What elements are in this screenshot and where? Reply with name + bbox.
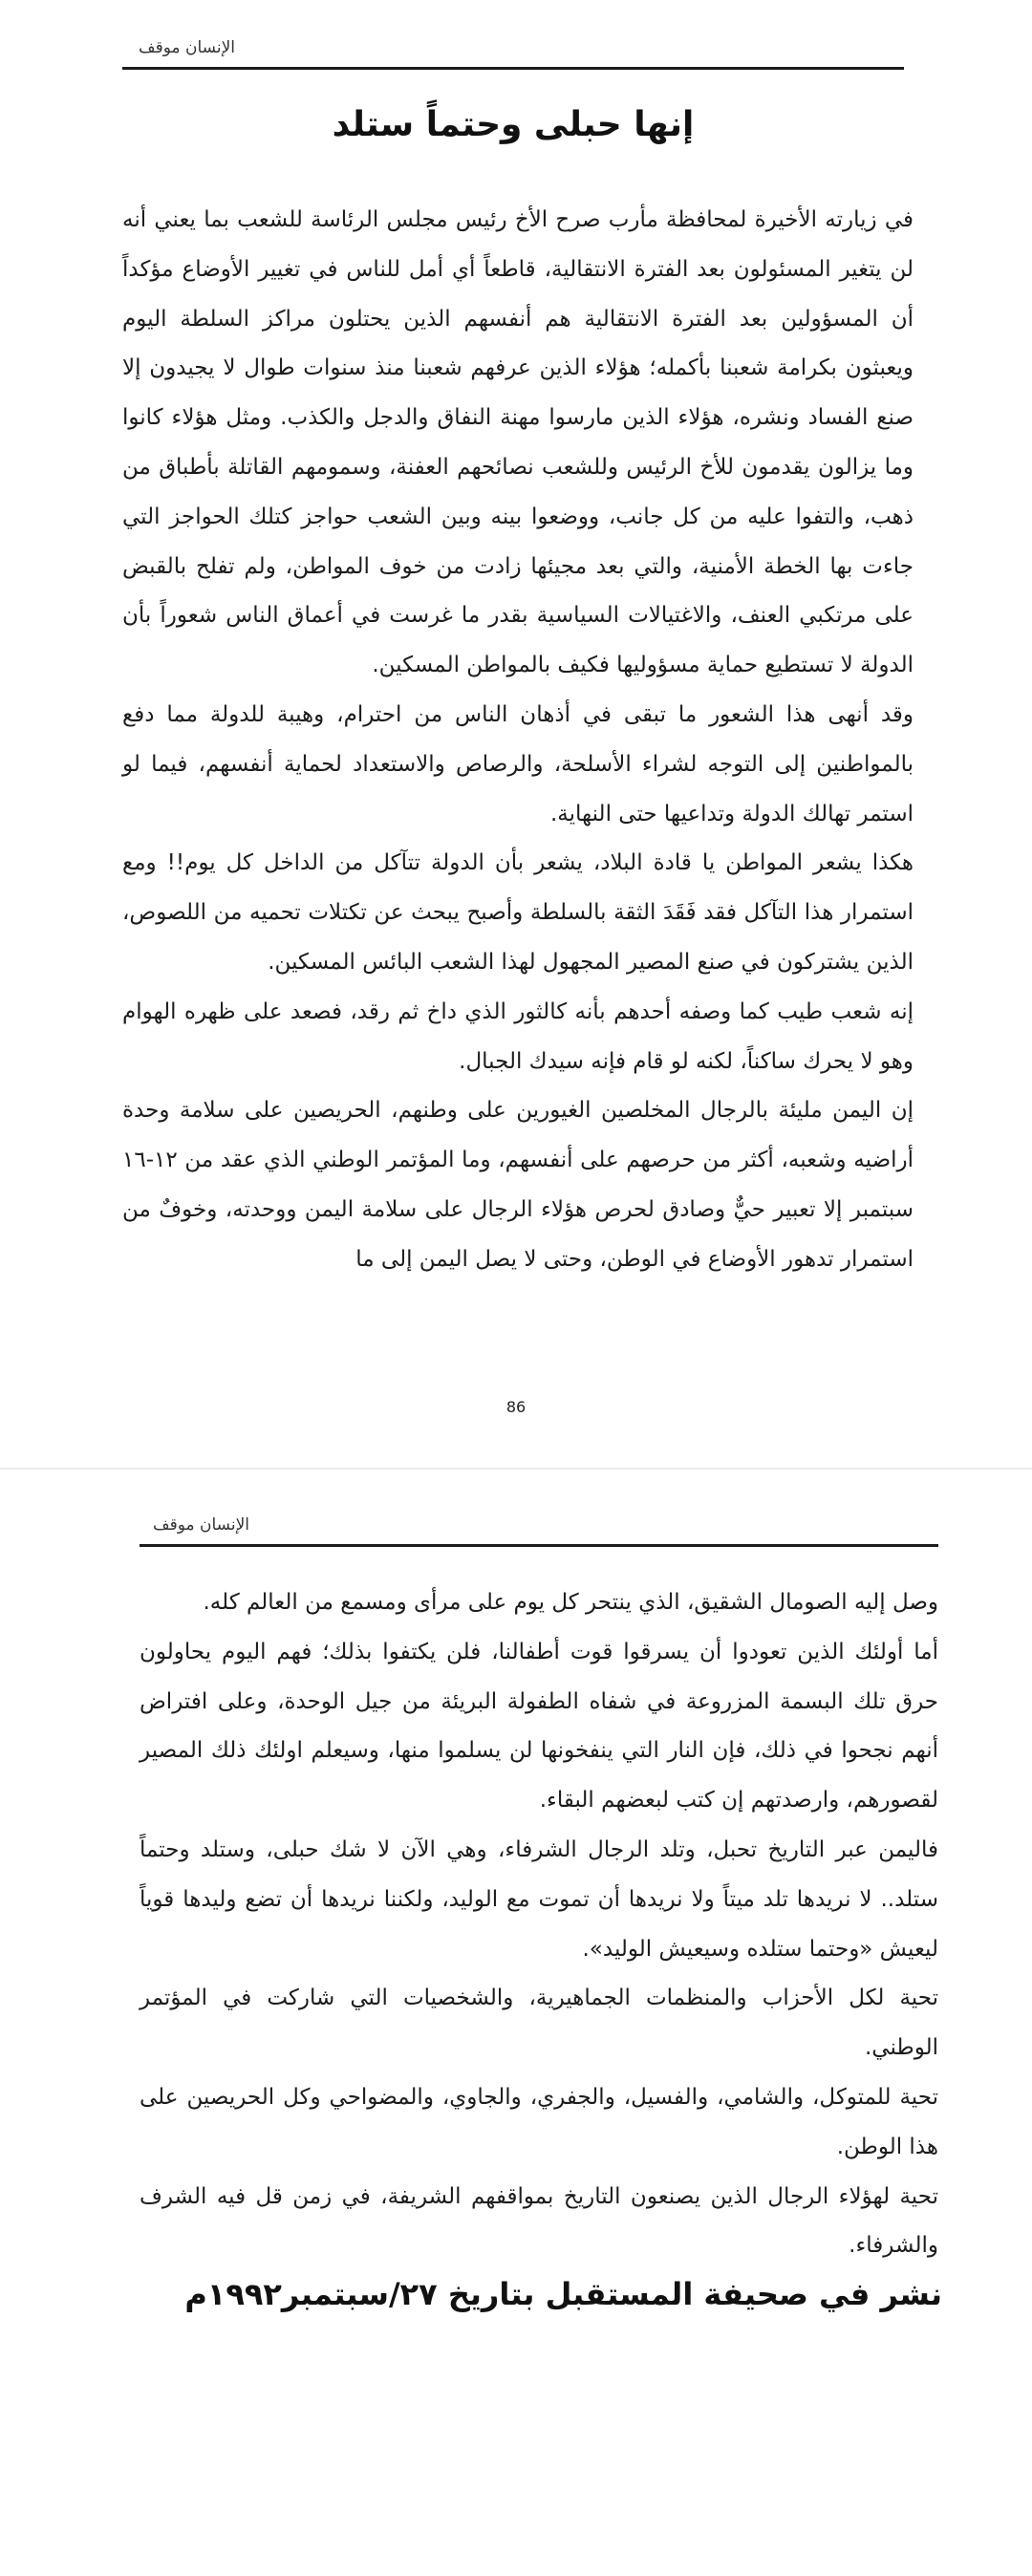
paragraph: في زيارته الأخيرة لمحافظة مأرب صرح الأخ رئيس مجلس الرئاسة للشعب بما يعني أنه لن يتغير المسئولون بعد الفترة الانتقالية، قاطعاً أي أمل للناس في تغيير الأوضاع مؤكداً أن المسؤولين بعد الفترة الانتقالية هم أنفسهم الذين يحتلون مراكز السلطة اليوم ويعبثون بكرامة شعبنا بأكمله؛ هؤلاء الذين عرفهم شعبنا منذ سنوات طوال لا يجيدون إلا صنع الفساد ونشره، هؤلاء الذين مارسوا مهنة النفاق والدجل والكذب. ومثل هؤلاء كانوا وما يزالون يقدمون للأخ الرئيس وللشعب نصائحهم العفنة، وسمومهم القاتلة بأطباق من ذهب، والتفوا عليه من كل جانب، ووضعوا بينه وبين الشعب حواجز كتلك الحواجز التي جاءت بها الخطة الأمنية، والتي بعد مجيئها زادت من خوف المواطن، ولم تفلح بالقبض على مرتكبي العنف، والاغتيالات السياسية بقدر ما غرست في أعماق الناس شعوراً بأن الدولة لا تستطيع حماية مسؤوليها فكيف بالمواطن المسكين.	[122, 207, 914, 678]
header-rule	[122, 67, 904, 70]
header-rule	[140, 1544, 938, 1547]
paragraph: أما أولئك الذين تعودوا أن يسرقوا قوت أطفالنا، فلن يكتفوا بذلك؛ فهم اليوم يحاولون حرق تلك البسمة المزروعة في شفاه الطفولة البريئة من جيل الوحدة، وعلى افتراض أنهم نجحوا في ذلك، فإن النار التي ينفخونها لن يسلموا منها، وسيعلم اولئك ذلك المصير لقصورهم، وارصدتهم إن كتب لبعضهم البقاء.	[140, 1639, 938, 1814]
article-body	[122, 196, 914, 1285]
paragraph: تحية للمتوكل، والشامي، والفسيل، والجفري، والجاوي، والمضواحي وكل الحريصين على هذا الوطن.	[140, 2084, 938, 2159]
article-body-continued	[140, 1578, 938, 2271]
article-title: إنها حبلى وحتماً ستلد	[332, 105, 695, 144]
paragraph: تحية لهؤلاء الرجال الذين يصنعون التاريخ بمواقفهم الشريفة، في زمن قل فيه الشرف والشرفاء.	[140, 2183, 938, 2259]
paragraph: وصل إليه الصومال الشقيق، الذي ينتحر كل يوم على مرأى ومسمع من العالم كله.	[203, 1590, 938, 1615]
running-header: الإنسان موقف	[139, 38, 235, 57]
running-header: الإنسان موقف	[153, 1515, 249, 1535]
page-number: 86	[505, 1398, 527, 1416]
paragraph: هكذا يشعر المواطن يا قادة البلاد، يشعر بأن الدولة تتآكل من الداخل كل يوم!! ومع استمرار هذا التآكل فقد فَقَدَ الثقة بالسلطة وأصبح يبحث عن تكتلات تحميه من اللصوص، الذين يشتركون في صنع المصير المجهول لهذا الشعب البائس المسكين.	[122, 850, 914, 975]
publication-note: نشر في صحيفة المستقبل بتاريخ ٢٧/سبتمبر١٩٩٢م	[184, 2276, 942, 2312]
paragraph: إن اليمن مليئة بالرجال المخلصين الغيورين على وطنهم، الحريصين على سلامة وحدة أراضيه وشعبه، أكثر من حرصهم على أنفسهم، وما المؤتمر الوطني الذي عقد من ١٢-١٦ سبتمبر إلا تعبير حيٌّ وصادق لحرص هؤلاء الرجال على سلامة اليمن ووحدته، وخوفٌ من استمرار تدهور الأوضاع في الوطن، وحتى لا يصل اليمن إلى ما	[122, 1098, 914, 1272]
page-divider	[0, 1468, 1032, 1470]
paragraph: تحية لكل الأحزاب والمنظمات الجماهيرية، والشخصيات التي شاركت في المؤتمر الوطني.	[140, 1986, 938, 2061]
book-page-87	[0, 1471, 1032, 2576]
paragraph: فاليمن عبر التاريخ تحبل، وتلد الرجال الشرفاء، وهي الآن لا شك حبلى، وستلد وحتماً ستلد.. لا نريدها تلد ميتاً ولا نريدها أن تموت مع الوليد، ولكننا نريدها أن تضع وليدها قوياً ليعيش «وحتما ستلده وسيعيش الوليد».	[140, 1836, 938, 1962]
paragraph: إنه شعب طيب كما وصفه أحدهم بأنه كالثور الذي داخ ثم رقد، فصعد على ظهره الهوام وهو لا يحرك ساكناً، لكنه لو قام فإنه سيدك الجبال.	[122, 998, 914, 1074]
paragraph: وقد أنهى هذا الشعور ما تبقى في أذهان الناس من احترام، وهيبة للدولة مما دفع بالمواطنين إلى التوجه لشراء الأسلحة، والرصاص والاستعداد لحماية أنفسهم، فيما لو استمر تهالك الدولة وتداعيها حتى النهاية.	[122, 701, 914, 826]
